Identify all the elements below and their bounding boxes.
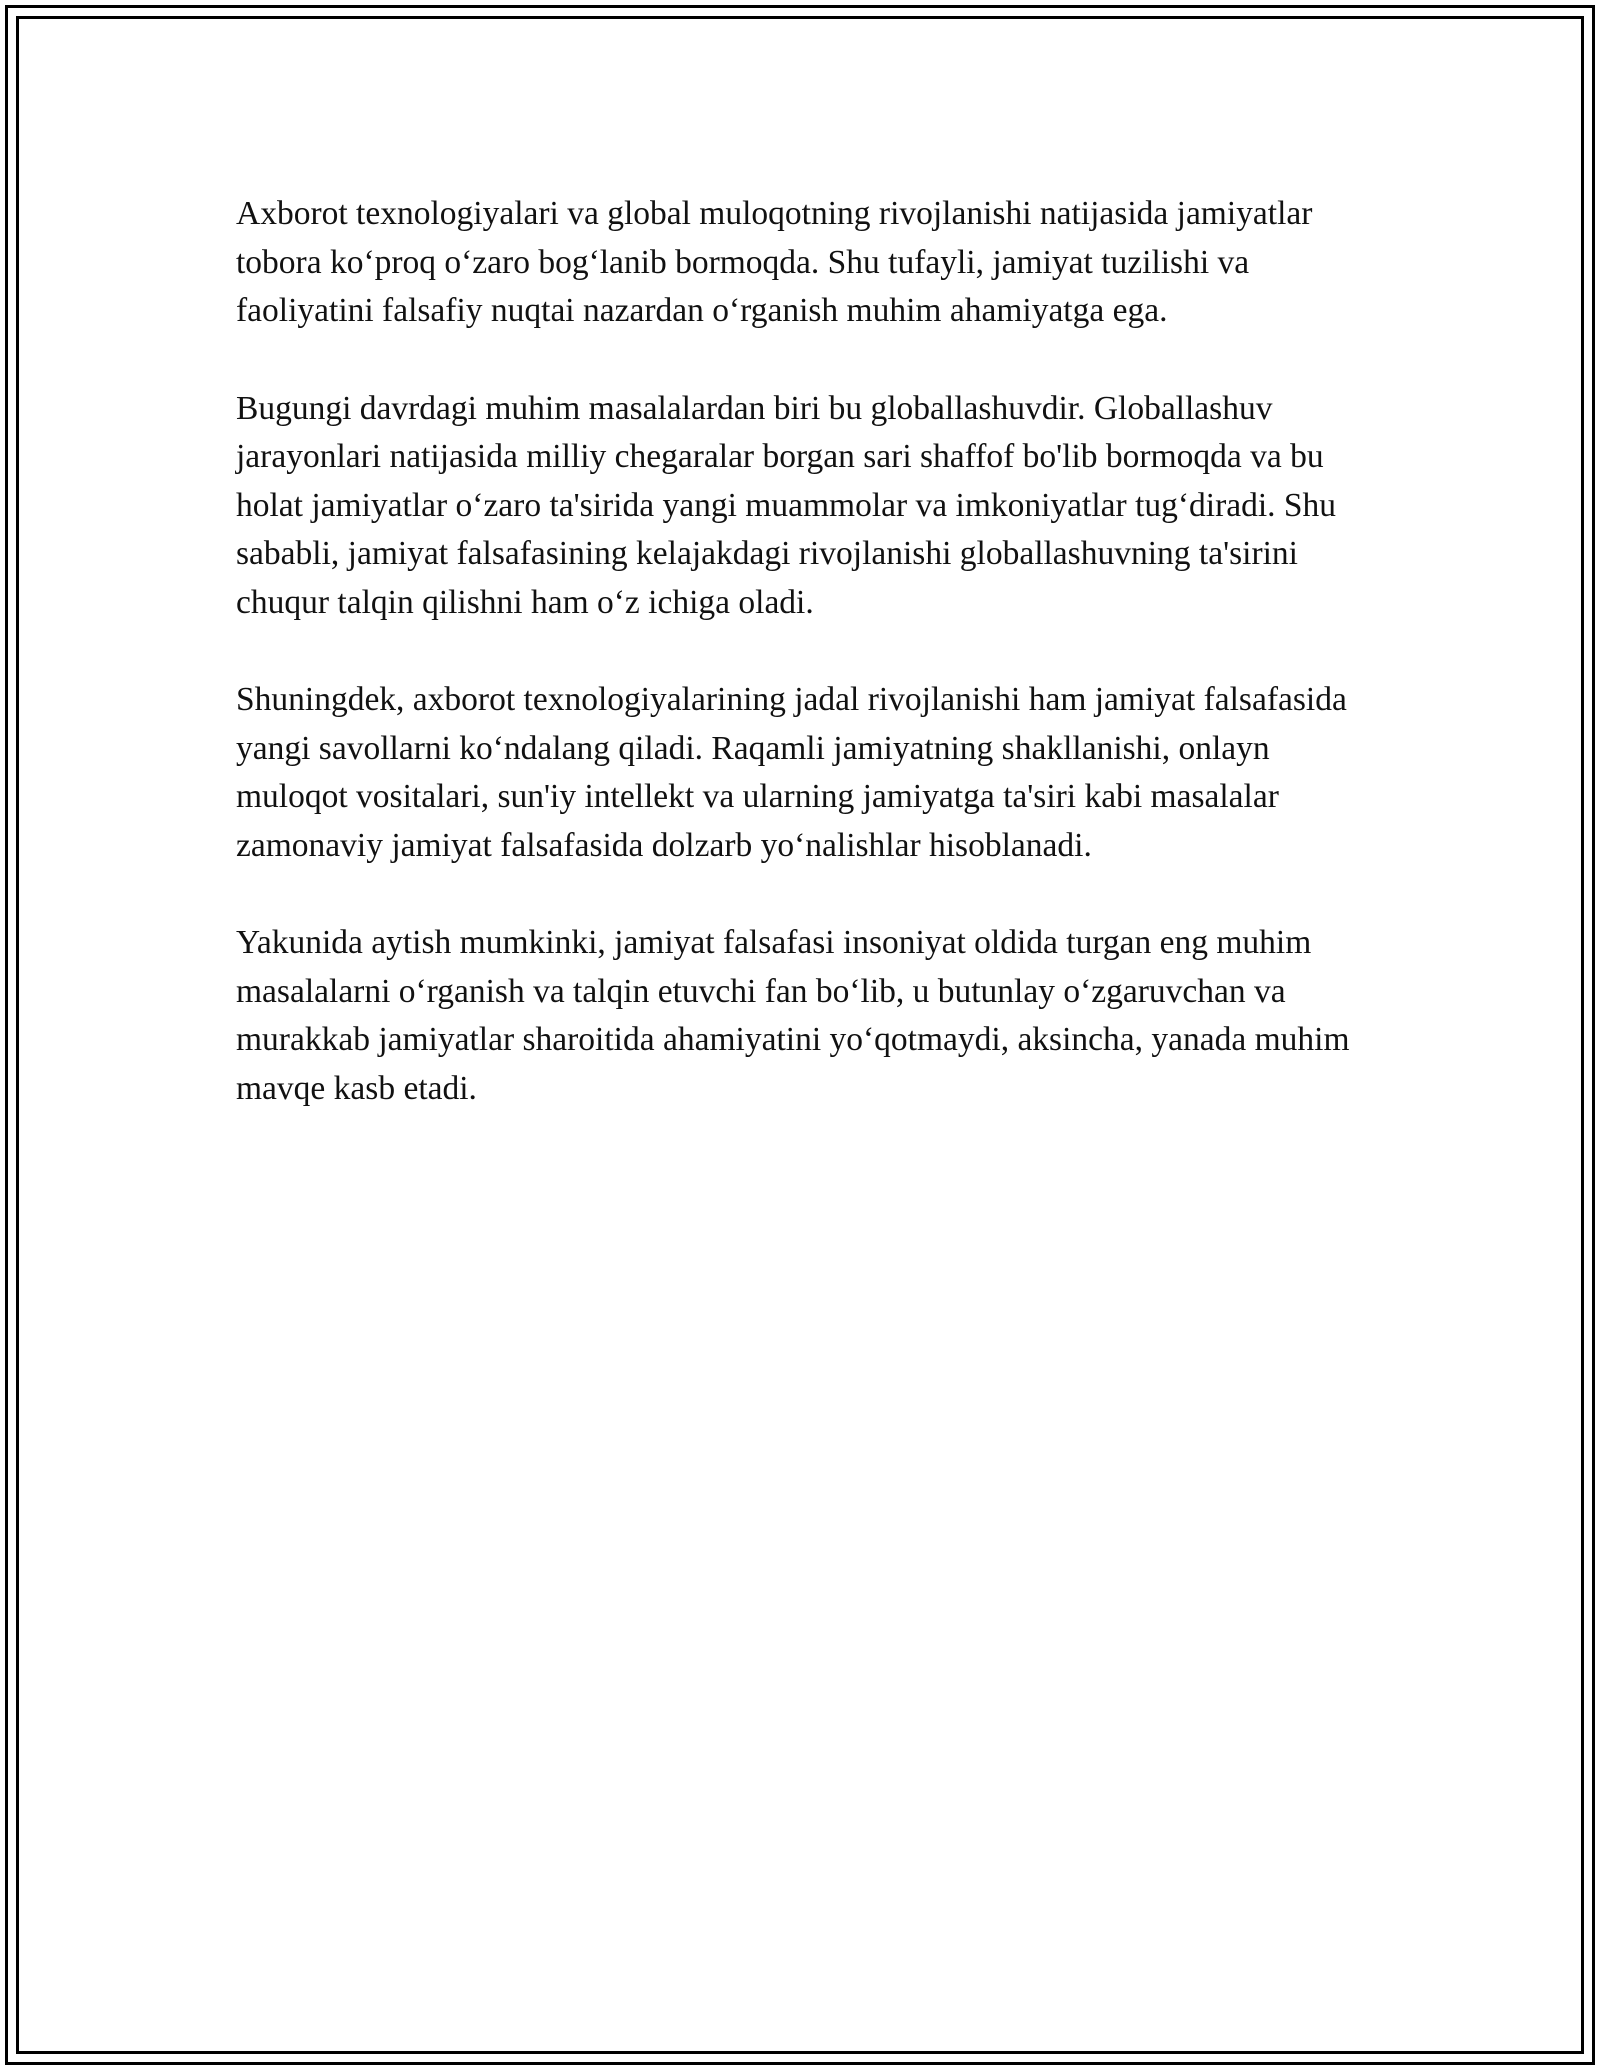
paragraph-1: Axborot texnologiyalari va global muloqotning rivojlanishi natijasida jamiyatlar tobora ko‘proq o‘zaro bog‘lanib bormoqda. Shu tufayli, jamiyat tuzilishi va faoliyatini falsafiy nuqtai nazardan o‘rganish muhim ahamiyatga ega. (236, 195, 1313, 329)
paragraph-3: Shuningdek, axborot texnologiyalarining jadal rivojlanishi ham jamiyat falsafasida yangi savollarni ko‘ndalang qiladi. Raqamli jamiyatning shakllanishi, onlayn muloqot vositalari, sun'iy intellekt va ularning jamiyatga ta'siri kabi masalalar zamonaviy jamiyat falsafasida dolzarb yo‘nalishlar hisoblanadi. (236, 681, 1347, 864)
paragraph-2: Bugungi davrdagi muhim masalalardan biri bu globallashuvdir. Globallashuv jarayonlari natijasida milliy chegaralar borgan sari shaffof bo'lib bormoqda va bu holat jamiyatlar o‘zaro ta'sirida yangi muammolar va imkoniyatlar tug‘diradi. Shu sababli, jamiyat falsafasining kelajakdagi rivojlanishi globallashuvning ta'sirini chuqur talqin qilishni ham o‘z ichiga oladi. (236, 389, 1337, 621)
document-body (236, 190, 1386, 1162)
paragraph-4: Yakunida aytish mumkinki, jamiyat falsafasi insoniyat oldida turgan eng muhim masalalarni o‘rganish va talqin etuvchi fan bo‘lib, u butunlay o‘zgaruvchan va murakkab jamiyatlar sharoitida ahamiyatini yo‘qotmaydi, aksincha, yanada muhim mavqe kasb etadi. (236, 924, 1350, 1107)
